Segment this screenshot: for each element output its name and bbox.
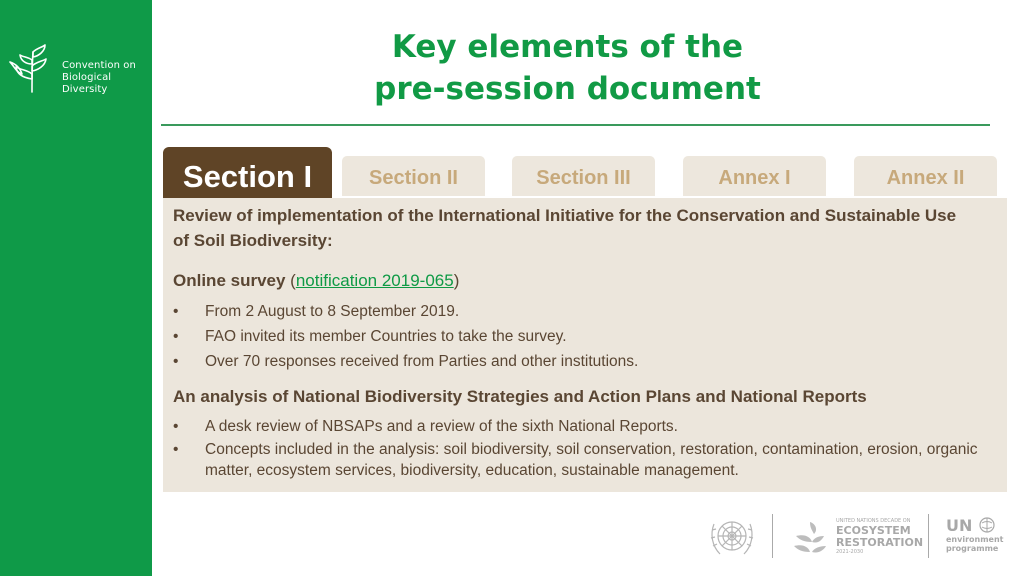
decade-line2: ECOSYSTEM bbox=[836, 524, 911, 537]
title-divider bbox=[161, 124, 990, 126]
bullet-text: Concepts included in the analysis: soil biodiversity, soil conservation, restoration, contamination, erosion, organic matter, ecosystem services, biodiversity, education, sustainable management. bbox=[205, 441, 978, 479]
survey-heading bbox=[173, 268, 459, 293]
cbd-line2: Biological Diversity bbox=[62, 72, 112, 95]
survey-paren-close: ) bbox=[453, 271, 460, 290]
cbd-logo bbox=[8, 44, 148, 94]
bullet-icon: • bbox=[173, 328, 179, 345]
tab-section-1[interactable]: Section I bbox=[163, 147, 332, 199]
title-line2: pre-session document bbox=[374, 71, 761, 107]
unep-globe-icon bbox=[979, 517, 995, 533]
decade-line1: UNITED NATIONS DECADE ON bbox=[836, 518, 911, 524]
bullet-icon: • bbox=[173, 418, 179, 435]
bullet-text: From 2 August to 8 September 2019. bbox=[205, 303, 460, 320]
survey-paren-open: ( bbox=[290, 271, 296, 290]
list-item bbox=[173, 349, 638, 374]
unep-line3: programme bbox=[946, 544, 999, 553]
content-panel bbox=[163, 198, 1007, 492]
list-item bbox=[173, 414, 1003, 437]
ecosystem-restoration-icon bbox=[790, 518, 830, 558]
cbd-leaf-icon bbox=[8, 44, 52, 94]
list-item bbox=[173, 324, 638, 349]
tab-annex-1[interactable]: Annex I bbox=[683, 156, 826, 196]
bullet-icon: • bbox=[173, 441, 179, 458]
analysis-bullet-list bbox=[173, 414, 1003, 481]
unep-line2: environment bbox=[946, 535, 1004, 544]
decade-wordmark bbox=[836, 518, 923, 556]
decade-line3: RESTORATION bbox=[836, 536, 924, 549]
cbd-wordmark bbox=[62, 60, 148, 96]
bullet-icon: • bbox=[173, 303, 179, 320]
partner-logos bbox=[700, 508, 1004, 568]
bullet-text: Over 70 responses received from Parties and other institutions. bbox=[205, 353, 639, 370]
logo-divider bbox=[928, 514, 929, 558]
page-title bbox=[330, 26, 805, 110]
tab-annex-2[interactable]: Annex II bbox=[854, 156, 997, 196]
tab-section-3[interactable]: Section III bbox=[512, 156, 655, 196]
bullet-icon: • bbox=[173, 353, 179, 370]
unep-line1: UN bbox=[946, 516, 973, 535]
bullet-text: FAO invited its member Countries to take the survey. bbox=[205, 328, 567, 345]
review-heading: Review of implementation of the International Initiative for the Conservation and Sustainable Use of Soil Biodiversity: bbox=[173, 206, 957, 250]
logo-divider bbox=[772, 514, 773, 558]
unep-wordmark bbox=[946, 516, 1004, 553]
survey-bullet-list bbox=[173, 299, 638, 374]
tab-section-2[interactable]: Section II bbox=[342, 156, 485, 196]
list-item bbox=[173, 299, 638, 324]
title-line1: Key elements of the bbox=[391, 29, 744, 65]
list-item bbox=[173, 437, 1003, 481]
bullet-text: A desk review of NBSAPs and a review of the sixth National Reports. bbox=[205, 418, 678, 435]
decade-line4: 2021-2030 bbox=[836, 549, 864, 555]
un-emblem-icon bbox=[706, 510, 758, 562]
notification-link[interactable]: notification 2019-065 bbox=[295, 271, 454, 290]
analysis-heading: An analysis of National Biodiversity Strategies and Action Plans and National Reports bbox=[173, 387, 867, 406]
sidebar bbox=[0, 0, 152, 576]
survey-heading-text: Online survey bbox=[173, 271, 286, 290]
cbd-line1: Convention on bbox=[62, 60, 136, 71]
